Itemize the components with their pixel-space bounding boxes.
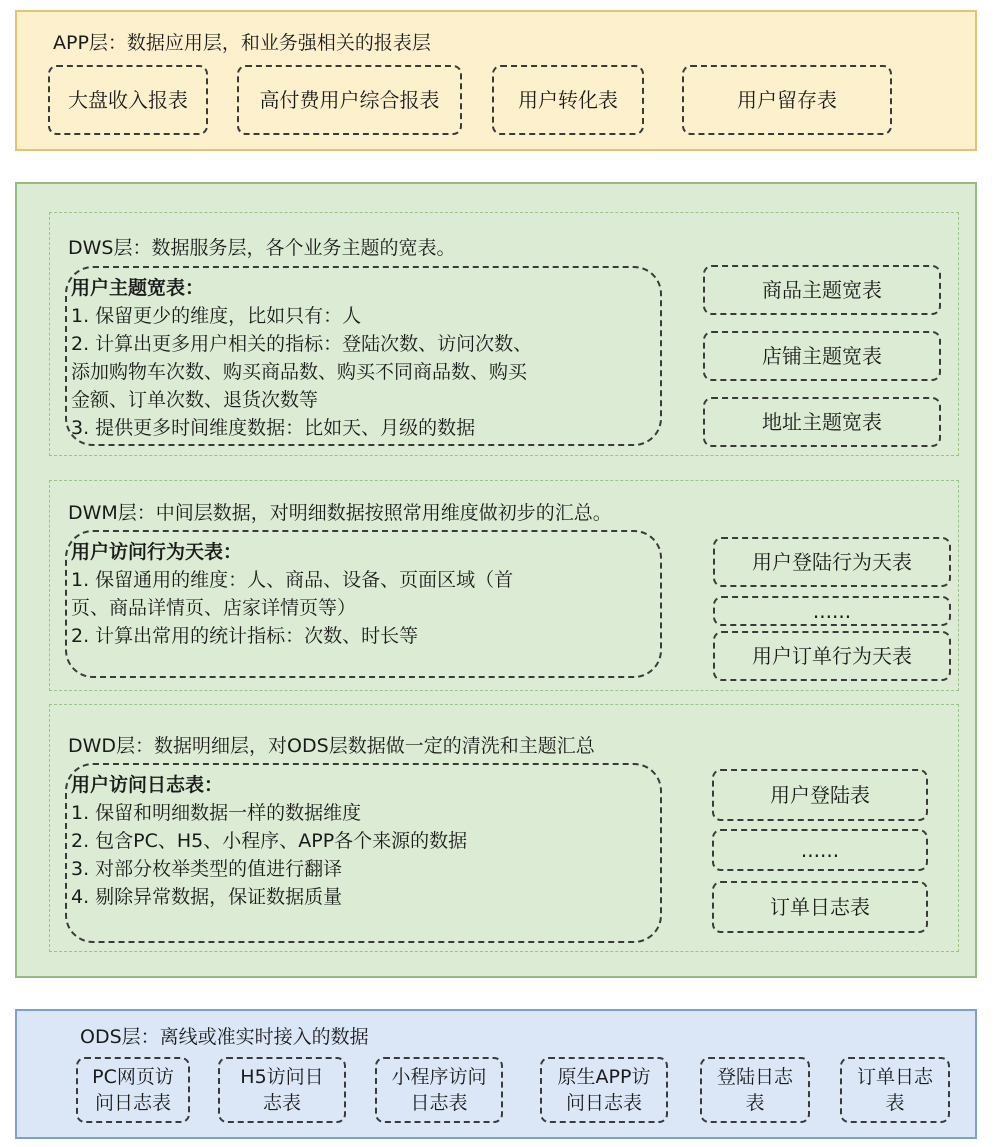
app-table-high-pay-user-report: 高付费用户综合报表 — [237, 65, 462, 135]
dwm-layer-title: DWM层：中间层数据，对明细数据按照常用维度做初步的汇总。 — [68, 502, 612, 524]
ods-table-miniprogram-visit-log — [375, 1057, 503, 1123]
dwm-main-line: 页、商品详情页、店家详情页等） — [71, 597, 357, 619]
dws-main-line: 添加购物车次数、购买商品数、购买不同商品数、购买 — [71, 361, 528, 383]
dwm-user-visit-daily-table — [65, 530, 662, 678]
ods-table-label: 志表 — [262, 1092, 301, 1114]
ods-table-login-log — [700, 1057, 810, 1123]
ods-table-native-app-visit-log — [540, 1057, 668, 1123]
dws-table-address-theme: 地址主题宽表 — [703, 397, 941, 447]
ods-table-label: 原生APP访 — [557, 1066, 651, 1088]
dwd-main-heading: 用户访问日志表： — [71, 774, 224, 796]
dwd-table-order-log: 订单日志表 — [712, 881, 928, 933]
dwm-main-line: 1. 保留通用的维度：人、商品、设备、页面区域（首 — [71, 569, 514, 591]
dws-main-line: 金额、订单次数、退货次数等 — [71, 389, 319, 411]
dwm-table-order-daily: 用户订单行为天表 — [713, 631, 951, 681]
app-table-user-retention: 用户留存表 — [682, 65, 892, 135]
app-table-revenue-report: 大盘收入报表 — [48, 65, 208, 135]
dwm-table-ellipsis: ...... — [713, 596, 951, 626]
ods-table-label: H5访问日 — [240, 1066, 324, 1088]
dwd-layer-title: DWD层：数据明细层，对ODS层数据做一定的清洗和主题汇总 — [68, 735, 595, 757]
dwd-user-visit-log-table — [65, 763, 662, 943]
dwm-table-login-daily: 用户登陆行为天表 — [713, 537, 951, 587]
dws-main-line: 3. 提供更多时间维度数据：比如天、月级的数据 — [71, 417, 476, 439]
ods-table-label: 登陆日志 — [716, 1066, 793, 1088]
app-table-user-conversion: 用户转化表 — [492, 65, 644, 135]
dwm-main-heading: 用户访问行为天表： — [71, 541, 243, 563]
ods-table-h5-visit-log — [218, 1057, 346, 1123]
dwm-main-line: 2. 计算出常用的统计指标：次数、时长等 — [71, 625, 419, 647]
dws-table-store-theme: 店铺主题宽表 — [703, 331, 941, 381]
ods-table-pc-visit-log — [76, 1057, 190, 1123]
ods-layer-title: ODS层：离线或准实时接入的数据 — [80, 1026, 369, 1048]
ods-table-order-log — [840, 1057, 950, 1123]
ods-table-label: 小程序访问 — [391, 1066, 487, 1088]
ods-table-label: 表 — [885, 1092, 905, 1114]
dwd-table-ellipsis: ...... — [712, 829, 928, 871]
dwd-main-line: 3. 对部分枚举类型的值进行翻译 — [71, 858, 343, 880]
dws-user-theme-table — [65, 266, 662, 446]
dws-layer-title: DWS层：数据服务层，各个业务主题的宽表。 — [68, 237, 456, 259]
dws-main-line: 1. 保留更少的维度，比如只有：人 — [71, 305, 362, 327]
dws-table-product-theme: 商品主题宽表 — [703, 265, 941, 315]
ods-table-label: 日志表 — [410, 1092, 468, 1114]
dwd-main-line: 2. 包含PC、H5、小程序、APP各个来源的数据 — [71, 830, 468, 852]
ods-table-label: PC网页访 — [92, 1066, 174, 1088]
dwd-main-line: 1. 保留和明细数据一样的数据维度 — [71, 802, 362, 824]
dwd-main-line: 4. 剔除异常数据，保证数据质量 — [71, 886, 343, 908]
ods-table-label: 订单日志 — [856, 1066, 933, 1088]
app-layer-title: APP层：数据应用层，和业务强相关的报表层 — [53, 32, 431, 54]
dws-main-line: 2. 计算出更多用户相关的指标：登陆次数、访问次数、 — [71, 333, 533, 355]
ods-table-label: 问日志表 — [565, 1092, 642, 1114]
ods-table-label: 问日志表 — [94, 1092, 171, 1114]
dwd-table-user-login: 用户登陆表 — [712, 769, 928, 821]
dws-main-heading: 用户主题宽表： — [71, 277, 205, 299]
ods-table-label: 表 — [745, 1092, 765, 1114]
